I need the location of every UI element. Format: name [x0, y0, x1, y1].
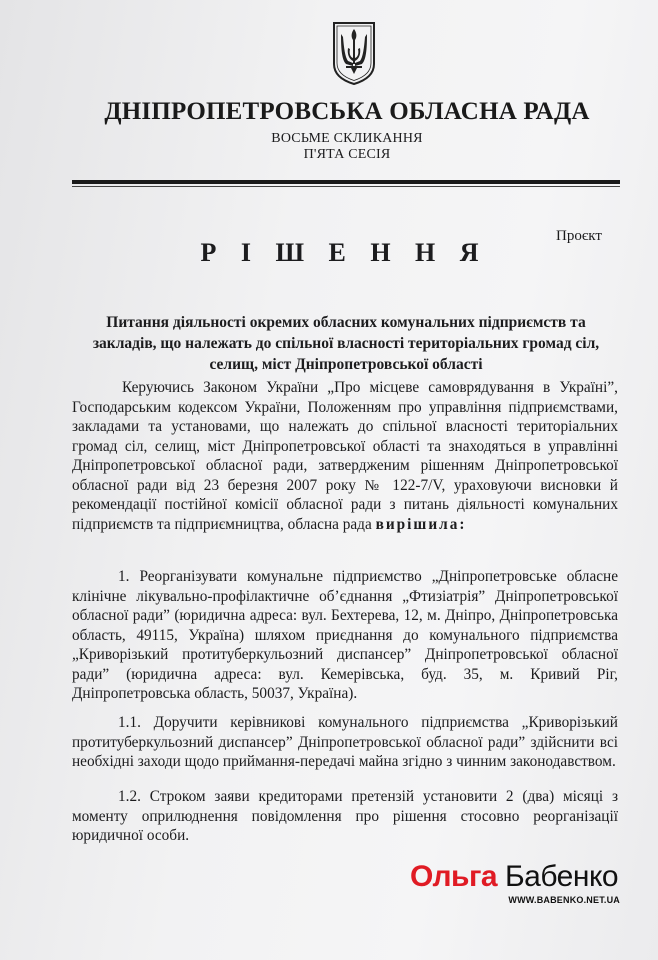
watermark-first-name: Ольга: [410, 860, 498, 893]
item-1-1: 1.1. Доручити керівникові комунального підприємства „Криворізький протитуберкульозний диспансер” Дніпропетровської обласної ради” здійснити всі необхідні заходи щодо приймання-передачі майна згідно з чинним законодавством.: [72, 714, 618, 770]
item-1: 1. Реорганізувати комунальне підприємство „Дніпропетровське обласне клінічне лікувально-профілактичне об’єднання „Фтизіатрія” Дніпропетровської обласної ради” (юридична адреса: вул. Бехтерева, 12, м. Дніпро, Дніпропетровська область, 49115, Україна) шляхом приєднання до комунального підприємства „Криворізький протитуберкульозний диспансер” Дніпропетровської обласної ради” (юридична адреса: вул. Кемерівська, буд. 35, м. Кривий Ріг, Дніпропетровська область, 50037, Україна).: [72, 568, 618, 702]
convocation-label: ВОСЬМЕ СКЛИКАННЯ: [271, 131, 423, 146]
decision-title: Р І Ш Е Н Н Я: [200, 238, 488, 267]
preamble-text: Керуючись Законом України „Про місцеве самоврядування в Україні”, Господарським кодексом України, Положенням про управління підприємствами, закладами та установами, що належать до спільної власності територіальних громад сіл, селищ, міст Дніпропетровської області та знаходяться в управлінні Дніпропетровської обласної ради, затвердженим рішенням Дніпропетровської обласної ради від 23 березня 2007 року № 122-7/V, ураховуючи висновки й рекомендації постійної комісії обласної ради з питань діяльності комунальних підприємств та підприємництва, обласна рада: [72, 379, 618, 533]
header-divider-thick: [72, 180, 620, 184]
tryzub-icon: [331, 20, 377, 86]
item-1-2: 1.2. Строком заяви кредиторами претензій установити 2 (два) місяці з моменту оприлюднення повідомлення про рішення стосовно реорганізації юридичної особи.: [72, 788, 618, 844]
watermark: [410, 860, 620, 905]
draft-mark: Проєкт: [556, 228, 602, 244]
header-divider-thin: [72, 186, 620, 187]
session-label: П'ЯТА СЕСІЯ: [303, 147, 391, 162]
council-title: ДНІПРОПЕТРОВСЬКА ОБЛАСНА РАДА: [104, 98, 590, 125]
resolved-word: вирішила:: [375, 515, 467, 533]
watermark-url: WWW.BABENKO.NET.UA: [508, 895, 620, 905]
preamble-paragraph: [72, 378, 618, 534]
watermark-name: [410, 860, 620, 894]
decision-subject: Питання діяльності окремих обласних комунальних підприємств та закладів, що належать до спільної власності територіальних громад сіл, селищ, міст Дніпропетровської області: [92, 314, 600, 373]
watermark-last-name: Бабенко: [504, 860, 619, 893]
